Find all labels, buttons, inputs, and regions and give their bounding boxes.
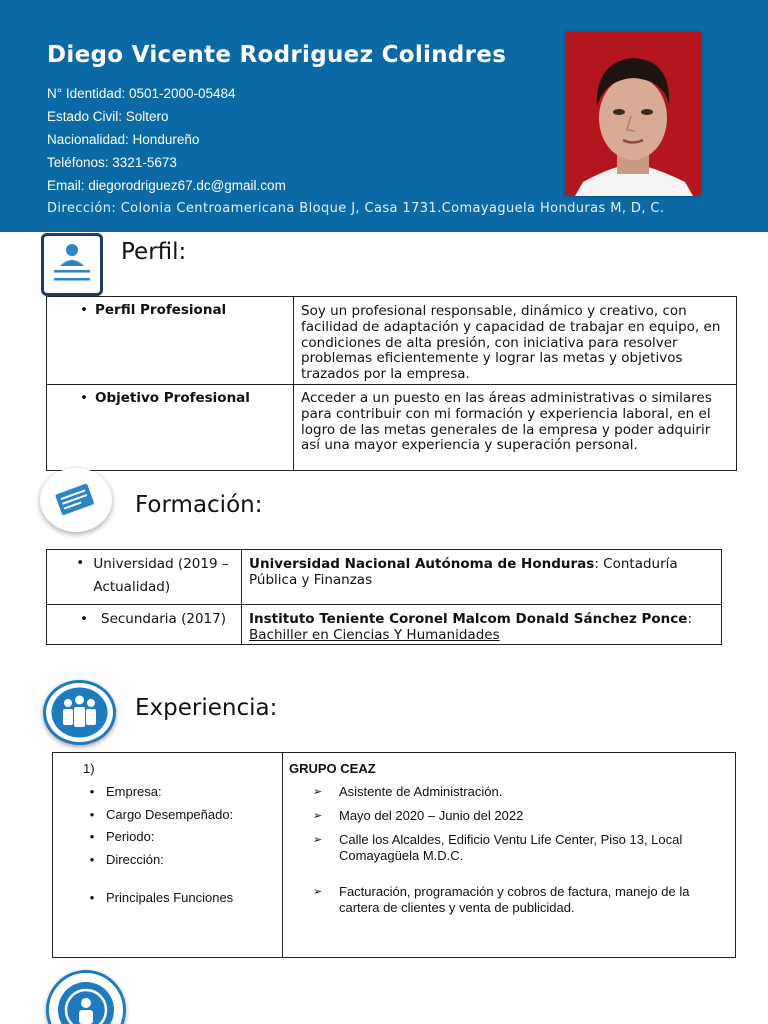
row-text: Acceder a un puesto en las áreas administrativas o similares para contribuir con mi formación y experiencia laboral, en el logro de las metas generales de la empresa y poder adquirir así una mayor experiencia y superación personal.	[294, 385, 737, 471]
degree: Contaduría Pública y Finanzas	[249, 556, 678, 588]
candidate-name: Diego Vicente Rodriguez Colindres	[47, 42, 507, 68]
team-icon	[43, 680, 116, 745]
bullet-icon: •	[89, 829, 95, 845]
table-row	[47, 297, 737, 385]
formacion-table	[46, 549, 722, 645]
email: Email: diegorodriguez67.dc@gmail.com	[47, 178, 286, 193]
arrow-bullet-icon: ➢	[313, 809, 323, 822]
section-title-perfil: Perfil:	[121, 239, 187, 265]
phone: Teléfonos: 3321-5673	[47, 155, 177, 170]
experience-label: Dirección:	[106, 852, 164, 868]
experience-value: Mayo del 2020 – Junio del 2022	[339, 807, 524, 823]
institution-name: Universidad Nacional Autónoma de Honduras	[249, 556, 595, 572]
row-label: Universidad (2019 – Actualidad)	[93, 556, 229, 595]
section-title-experiencia: Experiencia:	[135, 695, 278, 721]
row-text: Soy un profesional responsable, dinámico y creativo, con facilidad de adaptación y capacidad de trabajar en equipo, en condiciones de alta presión, con iniciativa para resolver problemas eficientemente y lograr las metas y objetivos trazados por la empresa.	[294, 297, 737, 385]
row-label: Perfil Profesional	[95, 302, 227, 318]
row-label: Secundaria (2017)	[101, 611, 227, 627]
address: Dirección: Colonia Centroamericana Bloque J, Casa 1731.Comayaguela Honduras M, D, C.	[47, 201, 665, 216]
bullet-icon: •	[80, 302, 88, 318]
bullet-icon: •	[89, 889, 95, 905]
table-row	[47, 385, 737, 471]
arrow-bullet-icon: ➢	[313, 885, 323, 898]
institution-name: Instituto Teniente Coronel Malcom Donald Sánchez Ponce	[249, 611, 688, 627]
marital-status: Estado Civil: Soltero	[47, 109, 169, 124]
bullet-icon: •	[89, 852, 95, 868]
experience-label: Periodo:	[106, 829, 155, 845]
experiencia-table	[52, 752, 736, 958]
experience-value: Asistente de Administración.	[339, 783, 503, 799]
person-badge-icon	[46, 970, 126, 1024]
experience-number: 1)	[83, 761, 95, 776]
perfil-table	[46, 296, 737, 471]
row-label: Objetivo Profesional	[95, 390, 250, 406]
experience-label: Cargo Desempeñado:	[106, 806, 234, 822]
table-row: • Universidad (2019 – Actualidad) Universidad Nacional Autónoma de Honduras: Contaduría Pública y Finanzas	[47, 550, 722, 605]
arrow-bullet-icon: ➢	[313, 785, 323, 798]
experience-label: Empresa:	[106, 783, 162, 799]
section-title-formacion: Formación:	[135, 492, 263, 518]
profile-photo	[565, 32, 701, 196]
bullet-icon: •	[76, 555, 85, 571]
company-name: GRUPO CEAZ	[289, 761, 376, 776]
degree: Bachiller en Ciencias Y Humanidades	[249, 626, 500, 643]
header-banner	[0, 0, 768, 232]
bullet-icon: •	[80, 611, 88, 627]
experience-value: Calle los Alcaldes, Edificio Ventu Life Center, Piso 13, Local Comayagüela M.D.C.	[339, 831, 683, 863]
experience-value: Facturación, programación y cobros de factura, manejo de la cartera de clientes y venta de publicidad.	[339, 883, 690, 915]
table-row	[53, 753, 736, 958]
diploma-icon	[40, 468, 112, 532]
identity-number: N° Identidad: 0501-2000-05484	[47, 86, 236, 101]
bullet-icon: •	[89, 806, 95, 822]
experience-label: Principales Funciones	[106, 889, 234, 905]
profile-card-icon	[41, 233, 103, 296]
arrow-bullet-icon: ➢	[313, 833, 323, 846]
bullet-icon: •	[89, 783, 95, 799]
nationality: Nacionalidad: Hondureño	[47, 132, 200, 147]
bullet-icon: •	[80, 390, 88, 406]
table-row: • Secundaria (2017) Instituto Teniente Coronel Malcom Donald Sánchez Ponce: Bachiller en Ciencias Y Humanidades	[47, 605, 722, 645]
